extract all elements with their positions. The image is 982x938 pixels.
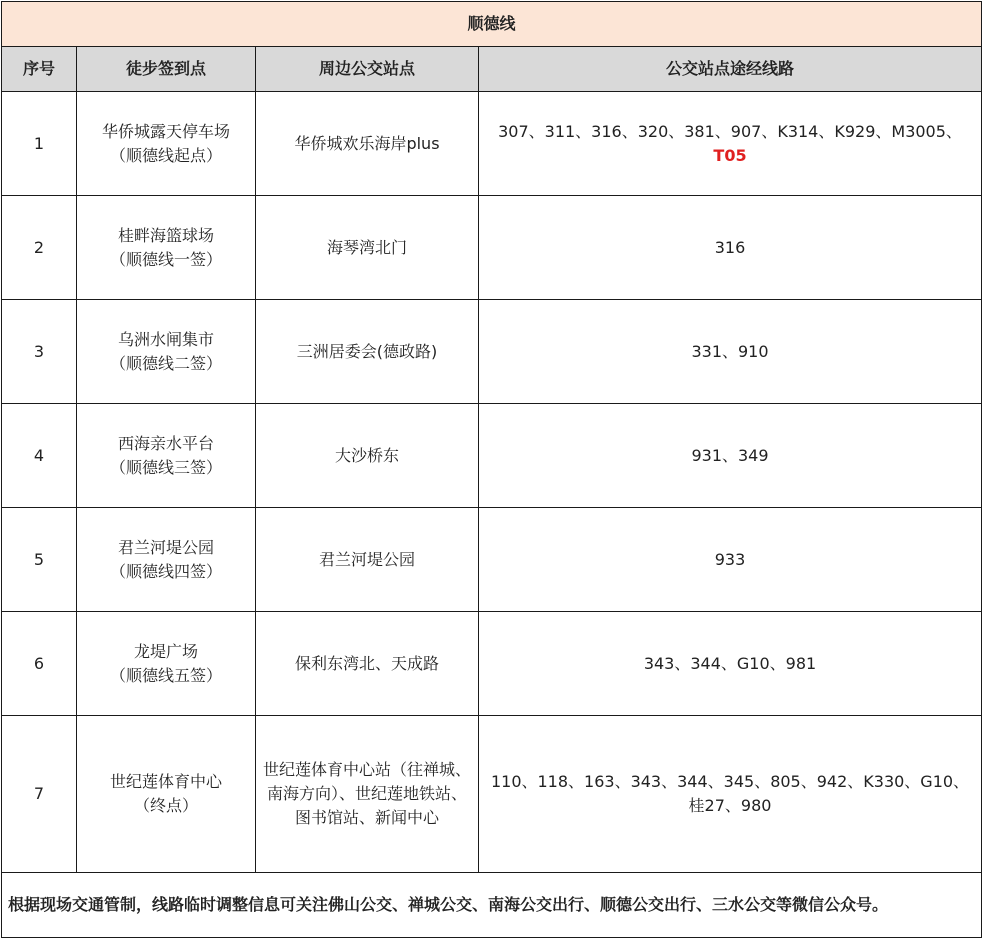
row-checkpoint bbox=[77, 716, 256, 873]
table-title: 顺德线 bbox=[2, 2, 982, 47]
footer-note: 根据现场交通管制，线路临时调整信息可关注佛山公交、禅城公交、南海公交出行、顺德公交出行、三水公交等微信公众号。 bbox=[2, 873, 982, 938]
table-row bbox=[2, 612, 982, 716]
checkpoint-name: 世纪莲体育中心 bbox=[109, 772, 222, 791]
table-row bbox=[2, 196, 982, 300]
route-table bbox=[1, 1, 982, 938]
header-checkpoint: 徒步签到点 bbox=[77, 47, 256, 92]
header-no: 序号 bbox=[2, 47, 77, 92]
row-routes: 316 bbox=[479, 196, 982, 300]
row-bus-stop: 君兰河堤公园 bbox=[256, 508, 479, 612]
checkpoint-note: （顺德线二签） bbox=[109, 353, 222, 373]
footer-row bbox=[2, 873, 982, 938]
checkpoint-note: （顺德线起点） bbox=[109, 145, 222, 165]
row-checkpoint bbox=[77, 612, 256, 716]
routes-highlight: T05 bbox=[713, 145, 747, 165]
row-no: 6 bbox=[2, 612, 77, 716]
row-no: 7 bbox=[2, 716, 77, 873]
checkpoint-note: （终点） bbox=[133, 796, 198, 815]
row-bus-stop: 海琴湾北门 bbox=[256, 196, 479, 300]
row-checkpoint bbox=[77, 196, 256, 300]
table-row bbox=[2, 716, 982, 873]
checkpoint-note: （顺德线三签） bbox=[109, 457, 222, 477]
row-routes: 931、349 bbox=[479, 404, 982, 508]
row-routes: 110、118、163、343、344、345、805、942、K330、G10、桂27、980 bbox=[479, 716, 982, 873]
row-no: 3 bbox=[2, 300, 77, 404]
row-routes: 331、910 bbox=[479, 300, 982, 404]
row-checkpoint bbox=[77, 92, 256, 196]
checkpoint-note: （顺德线四签） bbox=[109, 561, 222, 581]
row-routes bbox=[479, 92, 982, 196]
row-no: 1 bbox=[2, 92, 77, 196]
checkpoint-name: 西海亲水平台 bbox=[117, 433, 214, 453]
row-no: 2 bbox=[2, 196, 77, 300]
checkpoint-name: 君兰河堤公园 bbox=[117, 537, 214, 557]
title-row bbox=[2, 2, 982, 47]
row-checkpoint bbox=[77, 300, 256, 404]
row-bus-stop: 大沙桥东 bbox=[256, 404, 479, 508]
table-row bbox=[2, 300, 982, 404]
checkpoint-name: 华侨城露天停车场 bbox=[101, 121, 230, 141]
checkpoint-name: 龙堤广场 bbox=[133, 641, 198, 661]
row-routes: 343、344、G10、981 bbox=[479, 612, 982, 716]
row-checkpoint bbox=[77, 404, 256, 508]
row-routes: 933 bbox=[479, 508, 982, 612]
table-row bbox=[2, 404, 982, 508]
checkpoint-name: 乌洲水闸集市 bbox=[117, 329, 214, 349]
table-row bbox=[2, 508, 982, 612]
row-checkpoint bbox=[77, 508, 256, 612]
header-routes: 公交站点途经线路 bbox=[479, 47, 982, 92]
checkpoint-note: （顺德线一签） bbox=[109, 249, 222, 269]
row-bus-stop: 三洲居委会(德政路) bbox=[256, 300, 479, 404]
header-row bbox=[2, 47, 982, 92]
row-bus-stop: 保利东湾北、天成路 bbox=[256, 612, 479, 716]
row-bus-stop: 世纪莲体育中心站（往禅城、南海方向）、世纪莲地铁站、图书馆站、新闻中心 bbox=[256, 716, 479, 873]
table-row bbox=[2, 92, 982, 196]
routes-text: 307、311、316、320、381、907、K314、K929、M3005、 bbox=[498, 121, 962, 141]
row-bus-stop: 华侨城欢乐海岸plus bbox=[256, 92, 479, 196]
header-bus-stop: 周边公交站点 bbox=[256, 47, 479, 92]
checkpoint-note: （顺德线五签） bbox=[109, 665, 222, 685]
row-no: 4 bbox=[2, 404, 77, 508]
checkpoint-name: 桂畔海篮球场 bbox=[117, 225, 214, 245]
row-no: 5 bbox=[2, 508, 77, 612]
